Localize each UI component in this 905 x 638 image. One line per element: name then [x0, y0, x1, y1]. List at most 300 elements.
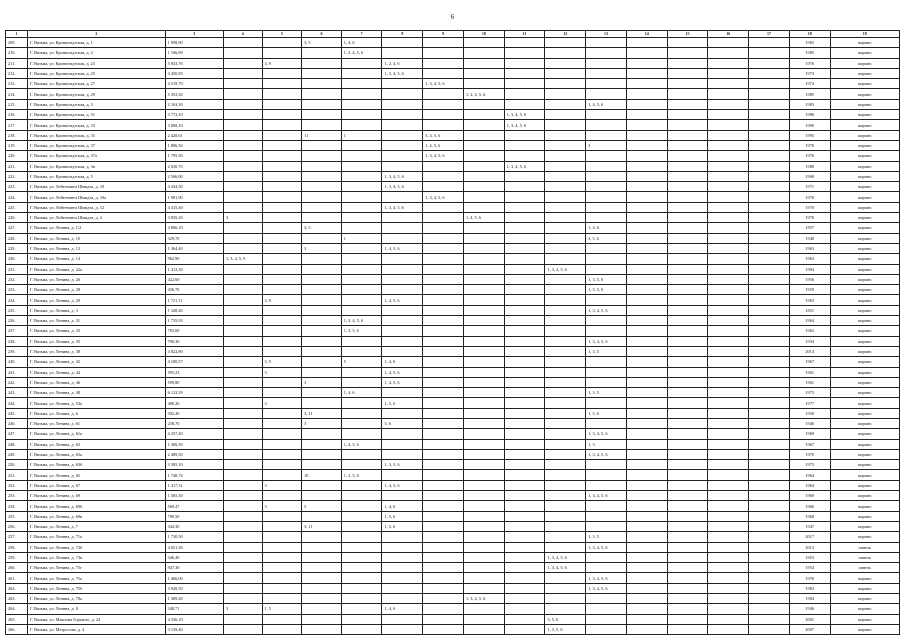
table-cell [708, 161, 749, 171]
table-cell: кирпич [830, 161, 899, 171]
table-cell: кирпич [830, 130, 899, 140]
table-cell: 1978 [789, 140, 830, 150]
table-cell [626, 501, 667, 511]
table-cell: 348,71 [165, 604, 223, 614]
table-cell: кирпич [830, 274, 899, 284]
table-cell: кирпич [830, 48, 899, 58]
table-cell [382, 388, 423, 398]
table-row [6, 583, 900, 593]
table-cell: 1948 [789, 233, 830, 243]
table-cell: кирпич [830, 213, 899, 223]
table-cell [423, 408, 464, 418]
table-cell [586, 202, 627, 212]
table-cell [423, 552, 464, 562]
table-cell [423, 171, 464, 181]
table-cell [423, 418, 464, 428]
table-cell [626, 233, 667, 243]
table-cell: 1974 [789, 79, 830, 89]
table-cell [341, 58, 382, 68]
table-cell [341, 254, 382, 264]
table-cell: кирпич [830, 336, 899, 346]
table-cell [302, 542, 342, 552]
table-cell: 3, 5 [302, 38, 342, 48]
table-cell [423, 213, 464, 223]
column-header: 14 [626, 31, 667, 38]
table-cell [382, 38, 423, 48]
table-cell: 3, 11 [302, 521, 342, 531]
table-cell [262, 99, 302, 109]
table-cell [262, 285, 302, 295]
table-cell [423, 367, 464, 377]
table-cell: Г. Вязьма, ул. Кронштадтская, д. 23 [28, 58, 166, 68]
table-cell: 224. [6, 192, 28, 202]
table-cell [626, 89, 667, 99]
table-cell: 1857 [789, 223, 830, 233]
table-cell [504, 171, 545, 181]
table-cell [667, 460, 708, 470]
table-cell: 1985 [789, 48, 830, 58]
table-cell [302, 58, 342, 68]
registry-table [5, 30, 900, 635]
table-cell: 595,23 [165, 367, 223, 377]
table-cell: 1 [341, 233, 382, 243]
table-cell [667, 418, 708, 428]
table-cell [302, 110, 342, 120]
table-cell: 2013 [789, 542, 830, 552]
column-header: 11 [504, 31, 545, 38]
table-cell [302, 336, 342, 346]
table-cell [463, 130, 504, 140]
table-cell [463, 429, 504, 439]
table-cell [341, 213, 382, 223]
table-cell: 4 450,83 [165, 68, 223, 78]
table-cell: 1, 2, 4, 5, 6 [341, 48, 382, 58]
table-cell: 392,40 [165, 408, 223, 418]
table-cell [626, 202, 667, 212]
table-cell [749, 326, 790, 336]
table-cell [708, 573, 749, 583]
table-cell: Г. Вязьма, ул. Ленина, д. 63а [28, 449, 166, 459]
table-cell: 252. [6, 480, 28, 490]
table-cell: 213. [6, 79, 28, 89]
table-cell [626, 295, 667, 305]
table-cell [341, 68, 382, 78]
table-cell [586, 213, 627, 223]
table-cell [504, 336, 545, 346]
table-row [6, 346, 900, 356]
table-cell: 3, 9 [262, 357, 302, 367]
table-cell [626, 161, 667, 171]
table-cell: 3 [302, 243, 342, 253]
table-cell [423, 542, 464, 552]
table-cell: 251. [6, 470, 28, 480]
table-cell [749, 79, 790, 89]
table-cell [262, 233, 302, 243]
table-cell [749, 243, 790, 253]
table-cell [749, 151, 790, 161]
table-cell [626, 614, 667, 624]
table-cell: 2017 [789, 532, 830, 542]
table-cell [708, 594, 749, 604]
table-cell [708, 326, 749, 336]
table-cell [626, 192, 667, 202]
table-cell [545, 511, 586, 521]
table-cell: Г. Вязьма, ул. Ленина, д. 8 [28, 604, 166, 614]
table-cell: 249. [6, 449, 28, 459]
table-cell: 1963 [789, 243, 830, 253]
table-row [6, 89, 900, 99]
table-cell: 1986 [789, 110, 830, 120]
table-cell: 4 100,57 [165, 357, 223, 367]
table-cell: 2007 [789, 624, 830, 634]
table-cell: 222. [6, 171, 28, 181]
table-cell [667, 264, 708, 274]
table-row [6, 624, 900, 634]
table-cell [302, 398, 342, 408]
table-cell: Г. Вязьма, ул. Ленина, д. 73г [28, 563, 166, 573]
table-cell: 1, 3, 4, 5, 6 [545, 563, 586, 573]
table-cell [262, 161, 302, 171]
table-cell [423, 336, 464, 346]
table-cell [667, 604, 708, 614]
table-cell [667, 213, 708, 223]
table-cell [382, 326, 423, 336]
table-cell [423, 583, 464, 593]
table-cell [302, 552, 342, 562]
table-cell: Г. Вязьма, ул. Лейтенанта Шмидта, д. 2 [28, 213, 166, 223]
table-cell: 234. [6, 295, 28, 305]
table-cell [382, 449, 423, 459]
table-cell: Г. Вязьма, ул. Кронштадтская, д. 29 [28, 89, 166, 99]
table-cell [223, 68, 262, 78]
table-cell [463, 99, 504, 109]
table-cell [667, 233, 708, 243]
table-cell [262, 491, 302, 501]
table-row [6, 573, 900, 583]
table-cell: Г. Вязьма, ул. Ленина, д. 71а [28, 532, 166, 542]
table-cell: 237. [6, 326, 28, 336]
table-cell [423, 254, 464, 264]
table-cell [667, 140, 708, 150]
table-cell [504, 305, 545, 315]
table-cell [708, 223, 749, 233]
table-cell: кирпич [830, 624, 899, 634]
table-row [6, 532, 900, 542]
table-cell [708, 254, 749, 264]
table-cell [302, 604, 342, 614]
table-cell [382, 470, 423, 480]
table-cell [341, 243, 382, 253]
table-cell: 246. [6, 418, 28, 428]
table-cell [504, 388, 545, 398]
table-cell [749, 89, 790, 99]
table-cell [667, 521, 708, 531]
table-cell [423, 38, 464, 48]
table-cell: Г. Вязьма, ул. Ленина, д. 63 [28, 439, 166, 449]
table-cell [341, 532, 382, 542]
table-cell [586, 398, 627, 408]
table-cell [302, 151, 342, 161]
table-row [6, 305, 900, 315]
table-cell [504, 182, 545, 192]
table-cell [749, 192, 790, 202]
table-cell [586, 480, 627, 490]
table-cell [223, 470, 262, 480]
table-cell [545, 38, 586, 48]
table-cell [223, 491, 262, 501]
table-cell [626, 418, 667, 428]
table-cell [504, 480, 545, 490]
table-cell [504, 418, 545, 428]
table-cell [382, 624, 423, 634]
table-cell: 238. [6, 336, 28, 346]
table-cell [463, 182, 504, 192]
table-cell [262, 151, 302, 161]
table-cell: Г. Вязьма, ул. Лейтенанта Шмидта, д. 10а [28, 192, 166, 202]
table-cell [749, 563, 790, 573]
table-cell [667, 110, 708, 120]
table-cell [626, 120, 667, 130]
table-cell [749, 68, 790, 78]
table-cell: 1, 5, 6 [382, 511, 423, 521]
table-cell [262, 182, 302, 192]
table-cell: 228. [6, 233, 28, 243]
table-cell [382, 99, 423, 109]
table-cell: Г. Вязьма, ул. Ленина, д. 46 [28, 377, 166, 387]
table-cell [302, 202, 342, 212]
table-cell [749, 48, 790, 58]
table-cell [262, 264, 302, 274]
table-cell [504, 521, 545, 531]
table-cell [667, 470, 708, 480]
table-cell [223, 326, 262, 336]
table-cell [423, 521, 464, 531]
table-cell: 3 [262, 367, 302, 377]
table-cell [423, 624, 464, 634]
table-cell [667, 254, 708, 264]
table-cell: Г. Вязьма, ул. Ленина, д. 63б [28, 460, 166, 470]
table-cell: Г. Вязьма, ул. Ленина, д. 29 [28, 295, 166, 305]
table-row [6, 202, 900, 212]
table-cell: Г. Вязьма, ул. Ленина, д. 12 [28, 243, 166, 253]
table-cell [708, 213, 749, 223]
table-row [6, 161, 900, 171]
table-cell [504, 614, 545, 624]
table-cell: 1, 3, 4, 5, 6 [586, 542, 627, 552]
table-cell [749, 460, 790, 470]
table-cell [223, 532, 262, 542]
table-cell: 240. [6, 357, 28, 367]
table-cell [667, 202, 708, 212]
table-cell [463, 604, 504, 614]
table-cell [341, 120, 382, 130]
table-cell [545, 89, 586, 99]
table-cell [545, 58, 586, 68]
table-cell [749, 501, 790, 511]
table-cell [626, 367, 667, 377]
table-cell [463, 58, 504, 68]
table-cell: 793,00 [165, 326, 223, 336]
table-cell [708, 295, 749, 305]
table-cell: 258. [6, 542, 28, 552]
table-cell: 1 721,11 [165, 295, 223, 305]
table-row [6, 295, 900, 305]
table-cell [262, 521, 302, 531]
column-header: 16 [708, 31, 749, 38]
table-cell [302, 326, 342, 336]
table-cell: 1961 [789, 367, 830, 377]
table-cell [667, 192, 708, 202]
table-cell [463, 120, 504, 130]
table-cell [545, 274, 586, 284]
table-cell [708, 140, 749, 150]
table-cell [223, 336, 262, 346]
table-cell [302, 449, 342, 459]
table-cell: 3 305,10 [165, 460, 223, 470]
table-cell [382, 429, 423, 439]
table-cell: кирпич [830, 233, 899, 243]
table-cell [341, 449, 382, 459]
table-cell [667, 336, 708, 346]
table-cell: кирпич [830, 68, 899, 78]
table-cell [626, 470, 667, 480]
table-cell: Г. Вязьма, ул. Ленина, д. 78а [28, 594, 166, 604]
table-cell [262, 573, 302, 583]
table-cell [667, 161, 708, 171]
table-cell [626, 130, 667, 140]
table-cell [302, 594, 342, 604]
table-cell [223, 182, 262, 192]
table-cell: 3, 5, 6 [586, 233, 627, 243]
table-cell [708, 624, 749, 634]
table-cell [262, 243, 302, 253]
table-cell: 4 434,50 [165, 182, 223, 192]
table-cell [545, 110, 586, 120]
table-row [6, 110, 900, 120]
table-cell: 1973 [789, 388, 830, 398]
table-cell [586, 38, 627, 48]
table-cell [626, 377, 667, 387]
table-row [6, 367, 900, 377]
table-cell [262, 346, 302, 356]
table-cell [667, 511, 708, 521]
table-cell [749, 264, 790, 274]
table-cell [341, 398, 382, 408]
column-header: 7 [341, 31, 382, 38]
table-cell: 255. [6, 511, 28, 521]
table-cell: 242. [6, 377, 28, 387]
table-cell: Г. Вязьма, ул. Ленина, д. 3 [28, 305, 166, 315]
table-cell: кирпич [830, 202, 899, 212]
table-cell [626, 38, 667, 48]
table-cell [626, 398, 667, 408]
table-cell [504, 99, 545, 109]
table-cell [463, 398, 504, 408]
table-cell [545, 491, 586, 501]
table-cell: 210. [6, 48, 28, 58]
table-cell [667, 594, 708, 604]
table-row [6, 182, 900, 192]
table-cell: 1, 4, 5, 6 [341, 439, 382, 449]
table-cell [223, 542, 262, 552]
table-cell: 2014 [789, 346, 830, 356]
table-cell [586, 624, 627, 634]
table-cell [667, 491, 708, 501]
table-cell [504, 223, 545, 233]
table-cell [586, 243, 627, 253]
table-cell [504, 346, 545, 356]
table-cell: 1 565,30 [165, 491, 223, 501]
table-cell [626, 594, 667, 604]
table-cell: 6 123,59 [165, 388, 223, 398]
table-cell [423, 202, 464, 212]
table-cell: Г. Вязьма, ул. Ленина, д. 38 [28, 346, 166, 356]
table-cell: 238,70 [165, 418, 223, 428]
table-cell [341, 460, 382, 470]
table-cell [667, 367, 708, 377]
table-cell: кирпич [830, 604, 899, 614]
table-cell: Г. Вязьма, ул. Лейтенанта Шмидта, д. 12 [28, 202, 166, 212]
table-cell: кирпич [830, 573, 899, 583]
table-cell [262, 316, 302, 326]
table-cell: 219. [6, 140, 28, 150]
table-cell [626, 346, 667, 356]
table-cell [262, 408, 302, 418]
table-cell: 3 [223, 213, 262, 223]
table-cell [626, 264, 667, 274]
table-cell [302, 89, 342, 99]
table-cell [749, 316, 790, 326]
table-cell [586, 501, 627, 511]
table-cell [463, 305, 504, 315]
table-cell [302, 624, 342, 634]
table-cell [708, 68, 749, 78]
table-cell [423, 264, 464, 274]
table-cell [223, 295, 262, 305]
table-cell [586, 377, 627, 387]
table-cell [545, 532, 586, 542]
table-cell: 1, 3, 4, 5, 6 [504, 110, 545, 120]
table-cell [626, 79, 667, 89]
table-cell [504, 140, 545, 150]
table-cell [626, 223, 667, 233]
table-cell [423, 573, 464, 583]
table-cell: 1, 3 [586, 439, 627, 449]
table-cell [749, 357, 790, 367]
table-cell: кирпич [830, 99, 899, 109]
table-cell: 266. [6, 624, 28, 634]
table-cell [667, 120, 708, 130]
table-cell [341, 418, 382, 428]
table-cell: Г. Вязьма, ул. Кронштадтская, д. 37а [28, 151, 166, 161]
table-cell [223, 264, 262, 274]
table-cell [341, 480, 382, 490]
table-cell [463, 624, 504, 634]
table-cell [545, 213, 586, 223]
table-cell [545, 140, 586, 150]
table-cell: Г. Вязьма, ул. Ленина, д. 69 [28, 491, 166, 501]
table-cell: 344,30 [165, 521, 223, 531]
table-cell [667, 48, 708, 58]
table-cell: 346,40 [165, 552, 223, 562]
table-cell: 212. [6, 68, 28, 78]
table-cell: 569,47 [165, 501, 223, 511]
table-cell [708, 511, 749, 521]
table-cell [586, 326, 627, 336]
table-cell: 3 808,10 [165, 120, 223, 130]
table-cell [545, 243, 586, 253]
table-cell [223, 552, 262, 562]
